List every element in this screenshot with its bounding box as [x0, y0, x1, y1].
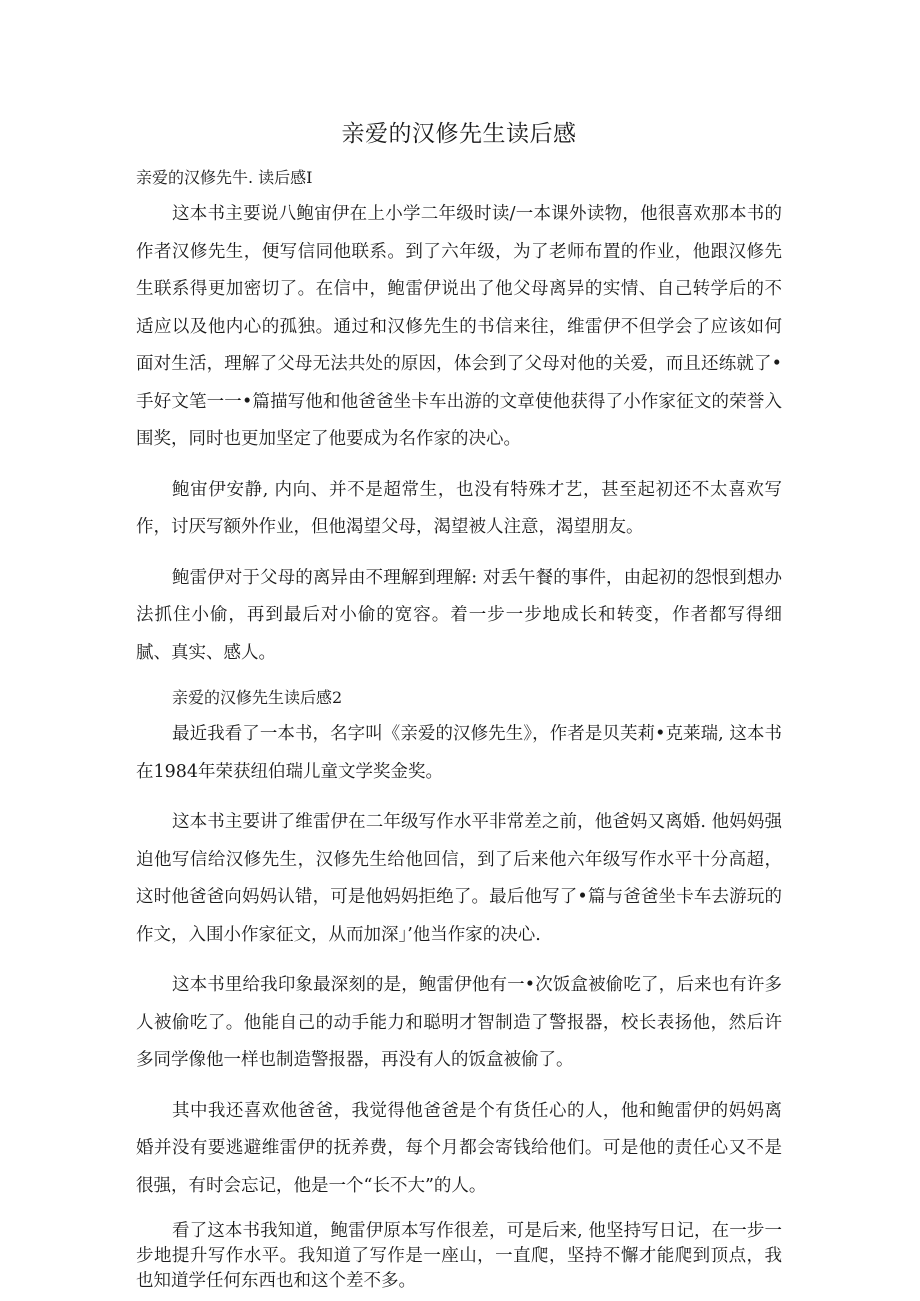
section-1-paragraph: 鲍宙伊安静, 内向、并不是超常生，也没有特殊才艺，甚至起初还不太喜欢写作，讨厌写额外作业，但他渴望父母，渴望被人注意，渴望朋友。	[136, 479, 782, 537]
document-title: 亲爱的汉修先生读后感	[341, 121, 577, 147]
section-1-paragraph: 鲍雷伊对于父母的离异由不理解到理解: 对丢午餐的事件，由起初的怨恨到想办法抓住小偷，再到最后对小偷的宽容。着一步一步地成长和转变，作者都写得细腻、真实、感人。	[136, 567, 782, 663]
section-2-paragraph: 最近我看了一本书，名字叫《亲爱的汉修先生》，作者是贝芙莉•克莱瑞, 这本书在1984年荣获纽伯瑞儿童文学奖金奖。	[136, 724, 782, 782]
section-2-paragraph: 这本书里给我印象最深刻的是，鲍雷伊他有一•次饭盒被偷吃了，后来也有许多人被偷吃了。他能自己的动手能力和聪明才智制造了警报器，校长表扬他，然后许多同学像他一样也制造警报器，再没有人的饭盒被偷了。	[136, 975, 782, 1070]
section-2-paragraph: 这本书主要讲了维雷伊在二年级写作水平非常差之前，他爸妈又离婚. 他妈妈强迫他写信给汉修先生，汉修先生给他回信，到了后来他六年级写作水平十分高超，这时他爸爸向妈妈认错，可是他妈妈拒绝了。最后他写了•篇与爸爸坐卡车去游玩的作文，入围小作家征文，从而加深」’他当作家的决心.	[136, 812, 782, 945]
section-2-paragraph: 其中我还喜欢他爸爸，我觉得他爸爸是个有货任心的人，他和鲍雷伊的妈妈离婚并没有要逃避维雷伊的抚养费，每个月都会寄钱给他们。可是他的责任心又不是很强，有时会忘记，他是一个“长不大”的人。	[136, 1100, 782, 1196]
section-2-paragraph: 看了这本书我知道，鲍雷伊原本写作很差，可是后来, 他坚持写日记，在一步一步地提升写作水平。我知道了写作是一座山，一直爬，坚持不懈才能爬到顶点，我也知道学任何东西也和这个差不多。	[136, 1221, 782, 1291]
section-1-heading: 亲爱的汉修先牛. 读后感I	[136, 168, 313, 187]
document-page	[136, 0, 782, 1294]
section-2-heading: 亲爱的汉修先生读后感2	[172, 688, 343, 707]
section-1-paragraph: 这本书主要说八鲍宙伊在上小学二年级时读/一本课外读物，他很喜欢那本书的作者汉修先生，便写信同他联系。到了六年级，为了老师布置的作业，他跟汉修先生联系得更加密切了。在信中，鲍雷伊说出了他父母离异的实情、自己转学后的不适应以及他内心的孤独。通过和汉修先生的书信来往，维雷伊不但学会了应该如何面对生活，理解了父母无法共处的原因，体会到了父母对他的关爱，而且还练就了•手好文笔一一•篇描写他和他爸爸坐卡车出游的文章使他获得了小作家征文的荣誉入围奖，同时也更加坚定了他要成为名作家的决心。	[136, 204, 782, 449]
